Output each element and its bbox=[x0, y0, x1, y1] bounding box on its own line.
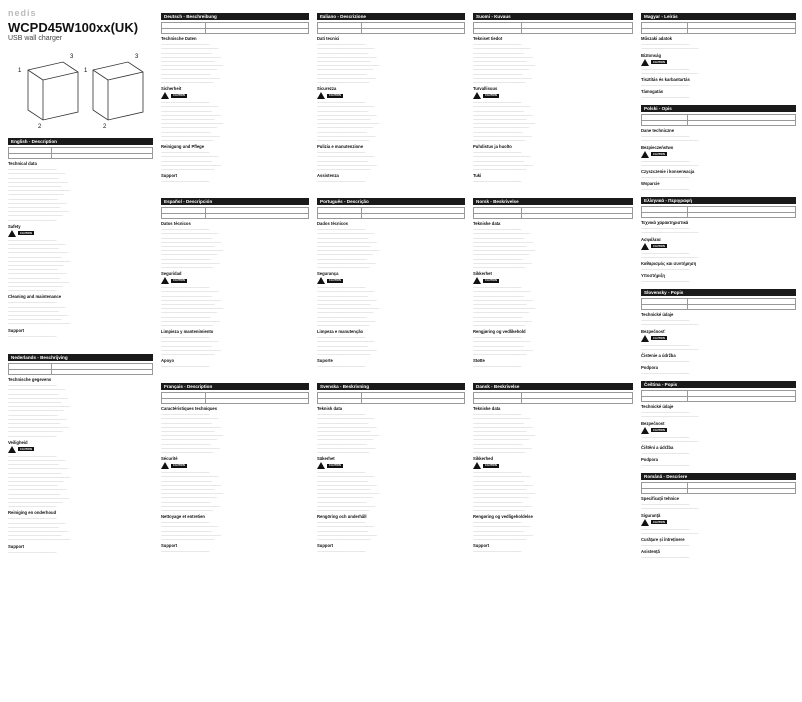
spec-table bbox=[317, 22, 465, 34]
manual-column-3 bbox=[317, 10, 465, 577]
cleaning-heading: Reinigung und Pflege bbox=[161, 144, 205, 150]
tech-heading: Τεχνικά χαρακτηριστικά bbox=[641, 220, 689, 226]
safety-heading: Ασφάλεια bbox=[641, 236, 661, 242]
warning-triangle-icon bbox=[641, 151, 649, 158]
warning-block bbox=[473, 462, 633, 469]
lang-header: Polski - Opis bbox=[641, 105, 796, 112]
tech-heading: Dados técnicos bbox=[317, 221, 348, 227]
spec-table bbox=[317, 392, 465, 404]
spec-table bbox=[161, 392, 309, 404]
caution-label: CAUTION bbox=[485, 94, 497, 98]
support-heading: Apoyo bbox=[161, 358, 175, 364]
manual-column-4 bbox=[473, 10, 633, 577]
lang-header: English - Description bbox=[8, 138, 153, 145]
spec-table bbox=[641, 206, 796, 218]
safety-heading: Bezpečnosť bbox=[641, 328, 666, 334]
safety-heading: Bezpečnost bbox=[641, 420, 665, 426]
support-heading: Support bbox=[8, 327, 25, 333]
lang-section: Deutsch - Beschreibung Technische Daten ────────────────────────────────────── ───────────────────────────────────────────── ──────────────────────────────────────── ─────────────────────────────────────────────── ────────────────────────────────────────── ───────────────────────────────────────────────── ──────────────────────────────────────────── ─────────────────────────────────────── ────────────────────────────────────────────── ───────────────────────────────────────── Sicherheit CAUTION ────────────────────────────────────── ───────────────────────────────────────────── ──────────────────────────────────────── ─────────────────────────────────────────────── ────────────────────────────────────────── ───────────────────────────────────────────────── ──────────────────────────────────────────── ─────────────────────────────────────── ────────────────────────────────────────────── ───────────────────────────────────────── Reinigung und Pflege ────────────────────────────────────── ───────────────────────────────────────────── ──────────────────────────────────────── ─────────────────────────────────────────────── ────────────────────────────────────────── Support ────────────────────────────────────── bbox=[161, 10, 309, 195]
warning-block bbox=[161, 277, 309, 284]
caution-label: CAUTION bbox=[20, 447, 32, 451]
tech-heading: Tekniske data bbox=[473, 221, 501, 227]
cleaning-heading: Pulizia e manutenzione bbox=[317, 144, 364, 150]
lang-section: Español - Descripción Datos técnicos ────────────────────────────────────── ───────────────────────────────────────────── ──────────────────────────────────────── ─────────────────────────────────────────────── ────────────────────────────────────────── ───────────────────────────────────────────────── ──────────────────────────────────────────── ─────────────────────────────────────── ────────────────────────────────────────────── ───────────────────────────────────────── Seguridad CAUTION ────────────────────────────────────── ───────────────────────────────────────────── ──────────────────────────────────────── ─────────────────────────────────────────────── ────────────────────────────────────────── ───────────────────────────────────────────────── ──────────────────────────────────────────── ─────────────────────────────────────── ────────────────────────────────────────────── ───────────────────────────────────────── Limpieza y mantenimiento ────────────────────────────────────── ───────────────────────────────────────────── ──────────────────────────────────────── ─────────────────────────────────────────────── ────────────────────────────────────────── Apoyo ────────────────────────────────────── bbox=[161, 195, 309, 380]
safety-heading: Säkerhet bbox=[317, 456, 335, 462]
warning-block bbox=[317, 462, 465, 469]
spec-table bbox=[473, 207, 633, 219]
caution-label: CAUTION bbox=[173, 464, 185, 468]
cleaning-heading: Limpieza y mantenimiento bbox=[161, 329, 214, 335]
cleaning-heading: Καθαρισμός και συντήρηση bbox=[641, 261, 697, 266]
support-heading: Asistență bbox=[641, 549, 660, 555]
tech-heading: Tekniske data bbox=[473, 406, 501, 412]
safety-heading: Biztonság bbox=[641, 52, 662, 58]
warning-block bbox=[317, 92, 465, 99]
warning-triangle-icon bbox=[161, 92, 169, 99]
warning-triangle-icon bbox=[161, 462, 169, 469]
support-heading: Suporte bbox=[317, 358, 333, 364]
caution-label: CAUTION bbox=[173, 94, 185, 98]
cleaning-heading: Nettoyage et entretien bbox=[161, 514, 205, 520]
cleaning-heading: Čistenie a údržba bbox=[641, 353, 676, 358]
warning-block bbox=[161, 462, 309, 469]
warning-block bbox=[641, 243, 796, 250]
safety-heading: Veiligheid bbox=[8, 439, 28, 445]
lang-header: Italiano - Descrizione bbox=[317, 13, 465, 20]
support-heading: Support bbox=[317, 543, 334, 549]
support-heading: Support bbox=[473, 543, 490, 549]
caution-label: CAUTION bbox=[485, 464, 497, 468]
callout-3b: 3 bbox=[135, 54, 139, 60]
spec-table bbox=[473, 22, 633, 34]
spec-table bbox=[161, 207, 309, 219]
spec-table bbox=[8, 147, 153, 159]
support-heading: Υποστήριξη bbox=[641, 273, 665, 279]
warning-triangle-icon bbox=[641, 427, 649, 434]
caution-label: CAUTION bbox=[653, 60, 665, 64]
warning-triangle-icon bbox=[317, 462, 325, 469]
lang-section: Čeština - Popis Technické údaje ────────────────────────────────────── ───────────────────────────────────────────── Bezpečnost CAUTION ────────────────────────────────────── ───────────────────────────────────────────── Čištění a údržba ────────────────────────────────────── Podpora ────────────────────────────────────── bbox=[641, 378, 796, 470]
lang-header: Deutsch - Beschreibung bbox=[161, 13, 309, 20]
warning-triangle-icon bbox=[161, 277, 169, 284]
callout-1b: 1 bbox=[84, 68, 88, 74]
safety-heading: Seguridad bbox=[161, 271, 182, 277]
brand-logo: nedis bbox=[8, 8, 37, 18]
safety-heading: Sécurité bbox=[161, 456, 178, 462]
lang-header: Slovensky - Popis bbox=[641, 289, 796, 296]
caution-label: CAUTION bbox=[653, 428, 665, 432]
caution-label: CAUTION bbox=[653, 336, 665, 340]
safety-heading: Segurança bbox=[317, 271, 339, 277]
warning-block bbox=[641, 59, 796, 66]
support-heading: Støtte bbox=[473, 358, 485, 364]
cleaning-heading: Čištění a údržba bbox=[641, 445, 674, 450]
cleaning-heading: Rengjøring og vedlikehold bbox=[473, 329, 526, 335]
spec-table bbox=[641, 390, 796, 402]
safety-heading: Safety bbox=[8, 223, 21, 229]
spec-table bbox=[641, 298, 796, 310]
caution-label: CAUTION bbox=[329, 464, 341, 468]
manual-column-1 bbox=[8, 135, 153, 702]
cleaning-heading: Limpeza e manutenção bbox=[317, 329, 364, 335]
support-heading: Assistenza bbox=[317, 173, 339, 179]
product-subtitle: USB wall charger bbox=[8, 35, 63, 42]
spec-table bbox=[161, 22, 309, 34]
caution-label: CAUTION bbox=[20, 231, 32, 235]
manual-column-2 bbox=[161, 10, 309, 577]
caution-label: CAUTION bbox=[653, 152, 665, 156]
tech-heading: Technické údaje bbox=[641, 404, 674, 410]
warning-triangle-icon bbox=[317, 277, 325, 284]
support-heading: Támogatás bbox=[641, 89, 664, 95]
tech-heading: Dati tecnici bbox=[317, 36, 340, 42]
safety-heading: Turvallisuus bbox=[473, 86, 498, 92]
warning-triangle-icon bbox=[641, 519, 649, 526]
support-heading: Support bbox=[161, 173, 178, 179]
warning-triangle-icon bbox=[8, 446, 16, 453]
tech-heading: Dane techniczne bbox=[641, 128, 675, 134]
safety-heading: Sikkerhet bbox=[473, 271, 492, 277]
caution-label: CAUTION bbox=[173, 279, 185, 283]
warning-block bbox=[8, 446, 153, 453]
cleaning-heading: Cleaning and maintenance bbox=[8, 294, 62, 300]
lang-header: Suomi - Kuvaus bbox=[473, 13, 633, 20]
warning-triangle-icon bbox=[641, 243, 649, 250]
lang-header: Norsk - Beskrivelse bbox=[473, 198, 633, 205]
lang-section: Suomi - Kuvaus Tekniset tiedot ────────────────────────────────────── ───────────────────────────────────────────── ──────────────────────────────────────── ─────────────────────────────────────────────── ────────────────────────────────────────── ───────────────────────────────────────────────── ──────────────────────────────────────────── ─────────────────────────────────────── ────────────────────────────────────────────── ───────────────────────────────────────── Turvallisuus CAUTION ────────────────────────────────────── ───────────────────────────────────────────── ──────────────────────────────────────── ─────────────────────────────────────────────── ────────────────────────────────────────── ───────────────────────────────────────────────── ──────────────────────────────────────────── ─────────────────────────────────────── ────────────────────────────────────────────── ───────────────────────────────────────── Puhdistus ja huolto ────────────────────────────────────── ───────────────────────────────────────────── ──────────────────────────────────────── ─────────────────────────────────────────────── ────────────────────────────────────────── Tuki ────────────────────────────────────── bbox=[473, 10, 633, 195]
caution-label: CAUTION bbox=[653, 520, 665, 524]
warning-triangle-icon bbox=[641, 335, 649, 342]
warning-block bbox=[473, 277, 633, 284]
lang-header: Română - Descriere bbox=[641, 473, 796, 480]
warning-triangle-icon bbox=[8, 230, 16, 237]
callout-2b: 2 bbox=[103, 124, 107, 130]
spec-table bbox=[317, 207, 465, 219]
spec-table bbox=[641, 114, 796, 126]
lang-header: Dansk - Beskrivelse bbox=[473, 383, 633, 390]
safety-heading: Bezpieczeństwo bbox=[641, 144, 674, 150]
lang-section: Slovensky - Popis Technické údaje ────────────────────────────────────── ───────────────────────────────────────────── Bezpečnosť CAUTION ────────────────────────────────────── ───────────────────────────────────────────── Čistenie a údržba ────────────────────────────────────── Podpora ────────────────────────────────────── bbox=[641, 286, 796, 378]
cleaning-heading: Tisztítás és karbantartás bbox=[641, 77, 690, 82]
spec-table bbox=[473, 392, 633, 404]
support-heading: Wsparcie bbox=[641, 181, 660, 187]
caution-label: CAUTION bbox=[329, 94, 341, 98]
warning-block bbox=[8, 230, 153, 237]
cleaning-heading: Curățare și întreținere bbox=[641, 537, 685, 542]
lang-header: Ελληνικά - Περιγραφή bbox=[641, 197, 796, 204]
lang-section: Português - Descrição Dados técnicos ────────────────────────────────────── ───────────────────────────────────────────── ──────────────────────────────────────── ─────────────────────────────────────────────── ────────────────────────────────────────── ───────────────────────────────────────────────── ──────────────────────────────────────────── ─────────────────────────────────────── ────────────────────────────────────────────── ───────────────────────────────────────── Segurança CAUTION ────────────────────────────────────── ───────────────────────────────────────────── ──────────────────────────────────────── ─────────────────────────────────────────────── ────────────────────────────────────────── ───────────────────────────────────────────────── ──────────────────────────────────────────── ─────────────────────────────────────── ────────────────────────────────────────────── ───────────────────────────────────────── Limpeza e manutenção ────────────────────────────────────── ───────────────────────────────────────────── ──────────────────────────────────────── ─────────────────────────────────────────────── ────────────────────────────────────────── Suporte ────────────────────────────────────── bbox=[317, 195, 465, 380]
warning-triangle-icon bbox=[641, 59, 649, 66]
cleaning-heading: Rengöring och underhåll bbox=[317, 514, 367, 520]
warning-block bbox=[317, 277, 465, 284]
support-heading: Podpora bbox=[641, 457, 658, 463]
lang-section: Svenska - Beskrivning Teknisk data ────────────────────────────────────── ───────────────────────────────────────────── ──────────────────────────────────────── ─────────────────────────────────────────────── ────────────────────────────────────────── ───────────────────────────────────────────────── ──────────────────────────────────────────── ─────────────────────────────────────── ────────────────────────────────────────────── ───────────────────────────────────────── Säkerhet CAUTION ────────────────────────────────────── ───────────────────────────────────────────── ──────────────────────────────────────── ─────────────────────────────────────────────── ────────────────────────────────────────── ───────────────────────────────────────────────── ──────────────────────────────────────────── ─────────────────────────────────────── ────────────────────────────────────────────── ───────────────────────────────────────── Rengöring och underhåll ────────────────────────────────────── ───────────────────────────────────────────── ──────────────────────────────────────── ─────────────────────────────────────────────── ────────────────────────────────────────── Support ────────────────────────────────────── bbox=[317, 380, 465, 565]
lang-header: Magyar - Leírás bbox=[641, 13, 796, 20]
lang-section: Română - Descriere Specificații tehnice ────────────────────────────────────── ───────────────────────────────────────────── Siguranță CAUTION ────────────────────────────────────── ───────────────────────────────────────────── Curățare și întreținere ────────────────────────────────────── Asistență ────────────────────────────────────── bbox=[641, 470, 796, 562]
lang-section: Polski - Opis Dane techniczne ────────────────────────────────────── ───────────────────────────────────────────── Bezpieczeństwo CAUTION ────────────────────────────────────── ───────────────────────────────────────────── Czyszczenie i konserwacja ────────────────────────────────────── Wsparcie ────────────────────────────────────── bbox=[641, 102, 796, 194]
spec-table bbox=[8, 363, 153, 375]
cleaning-heading: Reiniging en onderhoud bbox=[8, 510, 57, 516]
lang-section: Dansk - Beskrivelse Tekniske data ────────────────────────────────────── ───────────────────────────────────────────── ──────────────────────────────────────── ─────────────────────────────────────────────── ────────────────────────────────────────── ───────────────────────────────────────────────── ──────────────────────────────────────────── ─────────────────────────────────────── ────────────────────────────────────────────── ───────────────────────────────────────── Sikkerhed CAUTION ────────────────────────────────────── ───────────────────────────────────────────── ──────────────────────────────────────── ─────────────────────────────────────────────── ────────────────────────────────────────── ───────────────────────────────────────────────── ──────────────────────────────────────────── ─────────────────────────────────────── ────────────────────────────────────────────── ───────────────────────────────────────── Rengøring og vedligeholdelse ────────────────────────────────────── ───────────────────────────────────────────── ──────────────────────────────────────── ─────────────────────────────────────────────── ────────────────────────────────────────── Support ────────────────────────────────────── bbox=[473, 380, 633, 565]
tech-heading: Technical data bbox=[8, 161, 37, 167]
tech-heading: Technische gegevens bbox=[8, 377, 52, 383]
lang-section: English - Description Technical data ────────────────────────────────────── ───────────────────────────────────────────── ──────────────────────────────────────── ─────────────────────────────────────────────── ────────────────────────────────────────── ───────────────────────────────────────────────── ──────────────────────────────────────────── ─────────────────────────────────────── ────────────────────────────────────────────── ───────────────────────────────────────── ──────────────────────────────────────────────── ─────────────────────────────────────────── ────────────────────────────────────── Safety CAUTION ────────────────────────────────────── ───────────────────────────────────────────── ──────────────────────────────────────── ─────────────────────────────────────────────── ────────────────────────────────────────── ───────────────────────────────────────────────── ──────────────────────────────────────────── ─────────────────────────────────────── ────────────────────────────────────────────── ───────────────────────────────────────── ──────────────────────────────────────────────── ─────────────────────────────────────────── ────────────────────────────────────── Cleaning and maintenance ────────────────────────────────────── ───────────────────────────────────────────── ──────────────────────────────────────── ─────────────────────────────────────────────── ────────────────────────────────────────── ───────────────────────────────────────────────── Support ────────────────────────────────────── bbox=[8, 135, 153, 351]
lang-header: Português - Descrição bbox=[317, 198, 465, 205]
tech-heading: Caractéristiques techniques bbox=[161, 406, 218, 412]
tech-heading: Tekniset tiedot bbox=[473, 36, 503, 42]
tech-heading: Specificații tehnice bbox=[641, 496, 679, 502]
warning-block bbox=[641, 519, 796, 526]
warning-block bbox=[641, 427, 796, 434]
cleaning-heading: Czyszczenie i konserwacja bbox=[641, 169, 695, 174]
lang-section: Norsk - Beskrivelse Tekniske data ────────────────────────────────────── ───────────────────────────────────────────── ──────────────────────────────────────── ─────────────────────────────────────────────── ────────────────────────────────────────── ───────────────────────────────────────────────── ──────────────────────────────────────────── ─────────────────────────────────────── ────────────────────────────────────────────── ───────────────────────────────────────── Sikkerhet CAUTION ────────────────────────────────────── ───────────────────────────────────────────── ──────────────────────────────────────── ─────────────────────────────────────────────── ────────────────────────────────────────── ───────────────────────────────────────────────── ──────────────────────────────────────────── ─────────────────────────────────────── ────────────────────────────────────────────── ───────────────────────────────────────── Rengjøring og vedlikehold ────────────────────────────────────── ───────────────────────────────────────────── ──────────────────────────────────────── ─────────────────────────────────────────────── ────────────────────────────────────────── Støtte ────────────────────────────────────── bbox=[473, 195, 633, 380]
warning-triangle-icon bbox=[473, 462, 481, 469]
warning-triangle-icon bbox=[473, 277, 481, 284]
lang-section: Français - Description Caractéristiques techniques ────────────────────────────────────── ───────────────────────────────────────────── ──────────────────────────────────────── ─────────────────────────────────────────────── ────────────────────────────────────────── ───────────────────────────────────────────────── ──────────────────────────────────────────── ─────────────────────────────────────── ────────────────────────────────────────────── ───────────────────────────────────────── Sécurité CAUTION ────────────────────────────────────── ───────────────────────────────────────────── ──────────────────────────────────────── ─────────────────────────────────────────────── ────────────────────────────────────────── ───────────────────────────────────────────────── ──────────────────────────────────────────── ─────────────────────────────────────── ────────────────────────────────────────────── ───────────────────────────────────────── Nettoyage et entretien ────────────────────────────────────── ───────────────────────────────────────────── ──────────────────────────────────────── ─────────────────────────────────────────────── ────────────────────────────────────────── Support ────────────────────────────────────── bbox=[161, 380, 309, 565]
lang-header: Español - Descripción bbox=[161, 198, 309, 205]
safety-heading: Siguranță bbox=[641, 512, 661, 518]
warning-block bbox=[641, 335, 796, 342]
warning-block bbox=[473, 92, 633, 99]
safety-heading: Sicherheit bbox=[161, 86, 182, 92]
caution-label: CAUTION bbox=[653, 244, 665, 248]
caution-label: CAUTION bbox=[485, 279, 497, 283]
manual-column-5 bbox=[641, 10, 796, 577]
tech-heading: Datos técnicos bbox=[161, 221, 191, 227]
tech-heading: Műszaki adatok bbox=[641, 36, 672, 42]
support-heading: Tuki bbox=[473, 173, 482, 179]
warning-block bbox=[641, 151, 796, 158]
lang-section: Italiano - Descrizione Dati tecnici ────────────────────────────────────── ───────────────────────────────────────────── ──────────────────────────────────────── ─────────────────────────────────────────────── ────────────────────────────────────────── ───────────────────────────────────────────────── ──────────────────────────────────────────── ─────────────────────────────────────── ────────────────────────────────────────────── ───────────────────────────────────────── Sicurezza CAUTION ────────────────────────────────────── ───────────────────────────────────────────── ──────────────────────────────────────── ─────────────────────────────────────────────── ────────────────────────────────────────── ───────────────────────────────────────────────── ──────────────────────────────────────────── ─────────────────────────────────────── ────────────────────────────────────────────── ───────────────────────────────────────── Pulizia e manutenzione ────────────────────────────────────── ───────────────────────────────────────────── ──────────────────────────────────────── ─────────────────────────────────────────────── ────────────────────────────────────────── Assistenza ────────────────────────────────────── bbox=[317, 10, 465, 195]
charger-figure bbox=[8, 50, 153, 130]
model-title: WCPD45W100xx(UK) bbox=[8, 20, 139, 35]
lang-header: Nederlands - Beschrijving bbox=[8, 354, 153, 361]
lang-section: Magyar - Leírás Műszaki adatok ────────────────────────────────────── ───────────────────────────────────────────── Biztonság CAUTION ────────────────────────────────────── ───────────────────────────────────────────── Tisztítás és karbantartás ────────────────────────────────────── Támogatás ────────────────────────────────────── bbox=[641, 10, 796, 102]
lang-header: Čeština - Popis bbox=[641, 381, 796, 388]
warning-triangle-icon bbox=[473, 92, 481, 99]
safety-heading: Sikkerhed bbox=[473, 456, 494, 462]
support-heading: Support bbox=[161, 543, 178, 549]
cleaning-heading: Rengøring og vedligeholdelse bbox=[473, 514, 533, 520]
safety-heading: Sicurezza bbox=[317, 86, 337, 92]
spec-table bbox=[641, 482, 796, 494]
warning-block bbox=[161, 92, 309, 99]
lang-header: Svenska - Beskrivning bbox=[317, 383, 465, 390]
spec-table bbox=[641, 22, 796, 34]
lang-section: Nederlands - Beschrijving Technische gegevens ────────────────────────────────────── ───────────────────────────────────────────── ──────────────────────────────────────── ─────────────────────────────────────────────── ────────────────────────────────────────── ───────────────────────────────────────────────── ──────────────────────────────────────────── ─────────────────────────────────────── ────────────────────────────────────────────── ───────────────────────────────────────── ──────────────────────────────────────────────── ─────────────────────────────────────────── ────────────────────────────────────── Veiligheid CAUTION ────────────────────────────────────── ───────────────────────────────────────────── ──────────────────────────────────────── ─────────────────────────────────────────────── ────────────────────────────────────────── ───────────────────────────────────────────────── ──────────────────────────────────────────── ─────────────────────────────────────── ────────────────────────────────────────────── ───────────────────────────────────────── ──────────────────────────────────────────────── ─────────────────────────────────────────── ────────────────────────────────────── Reiniging en onderhoud ────────────────────────────────────── ───────────────────────────────────────────── ──────────────────────────────────────── ─────────────────────────────────────────────── ────────────────────────────────────────── ───────────────────────────────────────────────── Support ────────────────────────────────────── bbox=[8, 351, 153, 567]
support-heading: Podpora bbox=[641, 365, 658, 371]
lang-section: Ελληνικά - Περιγραφή Τεχνικά χαρακτηριστικά ────────────────────────────────────── ───────────────────────────────────────────── Ασφάλεια CAUTION ────────────────────────────────────── ───────────────────────────────────────────── Καθαρισμός και συντήρηση ────────────────────────────────────── Υποστήριξη ────────────────────────────────────── bbox=[641, 194, 796, 286]
tech-heading: Technische Daten bbox=[161, 36, 197, 42]
warning-triangle-icon bbox=[317, 92, 325, 99]
caution-label: CAUTION bbox=[329, 279, 341, 283]
cleaning-heading: Puhdistus ja huolto bbox=[473, 144, 512, 150]
tech-heading: Technické údaje bbox=[641, 312, 674, 318]
tech-heading: Teknisk data bbox=[317, 406, 343, 412]
support-heading: Support bbox=[8, 543, 25, 549]
lang-header: Français - Description bbox=[161, 383, 309, 390]
callout-2: 2 bbox=[38, 124, 42, 130]
callout-1: 1 bbox=[18, 68, 22, 74]
callout-3: 3 bbox=[70, 54, 74, 60]
